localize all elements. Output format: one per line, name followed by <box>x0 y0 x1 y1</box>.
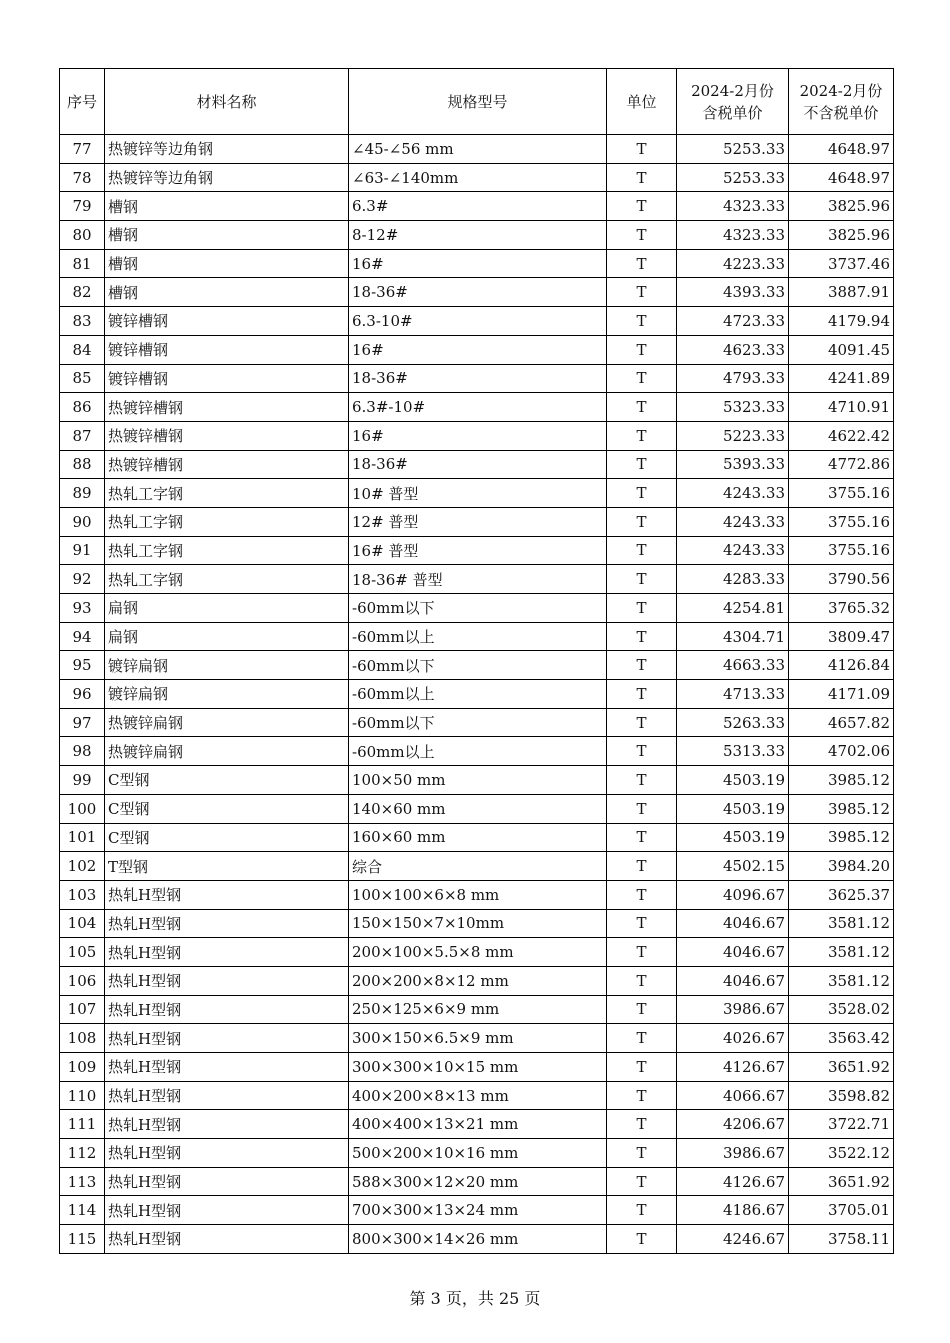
cell-price-with-tax: 4026.67 <box>677 1024 789 1053</box>
cell-unit: T <box>607 966 677 995</box>
table-row <box>60 565 894 594</box>
header-seq: 序号 <box>60 69 105 135</box>
cell-spec: 18-36# <box>349 450 607 479</box>
cell-spec: 16# <box>349 249 607 278</box>
table-row <box>60 823 894 852</box>
cell-unit: T <box>607 163 677 192</box>
table-row <box>60 680 894 709</box>
cell-seq: 96 <box>60 680 105 709</box>
cell-price-without-tax: 4710.91 <box>789 393 894 422</box>
cell-seq: 102 <box>60 852 105 881</box>
cell-spec: 6.3#-10# <box>349 393 607 422</box>
cell-price-without-tax: 3651.92 <box>789 1167 894 1196</box>
cell-price-with-tax: 5253.33 <box>677 135 789 164</box>
table-row <box>60 1196 894 1225</box>
cell-spec: ∠63-∠140mm <box>349 163 607 192</box>
cell-unit: T <box>607 1225 677 1254</box>
table-row <box>60 163 894 192</box>
cell-seq: 104 <box>60 909 105 938</box>
header-material-name: 材料名称 <box>105 69 349 135</box>
cell-unit: T <box>607 364 677 393</box>
cell-spec: 160×60 mm <box>349 823 607 852</box>
cell-unit: T <box>607 507 677 536</box>
cell-price-with-tax: 4223.33 <box>677 249 789 278</box>
cell-material-name: 槽钢 <box>105 221 349 250</box>
cell-seq: 99 <box>60 766 105 795</box>
cell-price-without-tax: 3825.96 <box>789 192 894 221</box>
cell-material-name: 热轧H型钢 <box>105 880 349 909</box>
header-price-without-tax-label: 不含税单价 <box>803 103 879 122</box>
cell-price-without-tax: 3755.16 <box>789 507 894 536</box>
cell-price-with-tax: 4793.33 <box>677 364 789 393</box>
cell-seq: 94 <box>60 622 105 651</box>
cell-price-without-tax: 4241.89 <box>789 364 894 393</box>
cell-unit: T <box>607 565 677 594</box>
cell-unit: T <box>607 622 677 651</box>
cell-price-without-tax: 3563.42 <box>789 1024 894 1053</box>
cell-unit: T <box>607 1139 677 1168</box>
cell-price-without-tax: 4171.09 <box>789 680 894 709</box>
table-row <box>60 307 894 336</box>
cell-material-name: 热镀锌等边角钢 <box>105 135 349 164</box>
cell-seq: 110 <box>60 1081 105 1110</box>
cell-material-name: 槽钢 <box>105 249 349 278</box>
table-header-row <box>60 69 894 135</box>
cell-seq: 106 <box>60 966 105 995</box>
cell-unit: T <box>607 1053 677 1082</box>
cell-spec: 800×300×14×26 mm <box>349 1225 607 1254</box>
cell-price-without-tax: 3528.02 <box>789 995 894 1024</box>
cell-material-name: 热轧H型钢 <box>105 1081 349 1110</box>
cell-price-without-tax: 3887.91 <box>789 278 894 307</box>
cell-material-name: 热轧H型钢 <box>105 995 349 1024</box>
cell-price-with-tax: 3986.67 <box>677 1139 789 1168</box>
cell-material-name: 槽钢 <box>105 278 349 307</box>
cell-unit: T <box>607 278 677 307</box>
table-row <box>60 995 894 1024</box>
cell-seq: 114 <box>60 1196 105 1225</box>
cell-price-with-tax: 4243.33 <box>677 507 789 536</box>
cell-price-with-tax: 4283.33 <box>677 565 789 594</box>
cell-seq: 81 <box>60 249 105 278</box>
header-unit: 单位 <box>607 69 677 135</box>
cell-unit: T <box>607 307 677 336</box>
cell-spec: 10# 普型 <box>349 479 607 508</box>
cell-seq: 100 <box>60 794 105 823</box>
cell-seq: 98 <box>60 737 105 766</box>
table-row <box>60 1110 894 1139</box>
table-row <box>60 651 894 680</box>
cell-unit: T <box>607 536 677 565</box>
cell-spec: 700×300×13×24 mm <box>349 1196 607 1225</box>
cell-unit: T <box>607 852 677 881</box>
cell-price-with-tax: 4126.67 <box>677 1053 789 1082</box>
cell-material-name: 热轧H型钢 <box>105 1167 349 1196</box>
cell-price-without-tax: 3985.12 <box>789 794 894 823</box>
cell-price-with-tax: 4243.33 <box>677 479 789 508</box>
table-row <box>60 335 894 364</box>
cell-unit: T <box>607 335 677 364</box>
cell-spec: 6.3# <box>349 192 607 221</box>
page-footer: 第 3 页，共 25 页 <box>409 1289 541 1308</box>
cell-price-without-tax: 3985.12 <box>789 823 894 852</box>
cell-material-name: 热镀锌槽钢 <box>105 450 349 479</box>
cell-material-name: 热轧H型钢 <box>105 1053 349 1082</box>
cell-price-without-tax: 4702.06 <box>789 737 894 766</box>
cell-seq: 86 <box>60 393 105 422</box>
cell-material-name: 热轧H型钢 <box>105 1110 349 1139</box>
cell-price-without-tax: 3790.56 <box>789 565 894 594</box>
cell-spec: 400×200×8×13 mm <box>349 1081 607 1110</box>
cell-price-with-tax: 4503.19 <box>677 823 789 852</box>
cell-unit: T <box>607 1167 677 1196</box>
cell-seq: 85 <box>60 364 105 393</box>
table-row <box>60 479 894 508</box>
cell-spec: 200×100×5.5×8 mm <box>349 938 607 967</box>
cell-price-with-tax: 4713.33 <box>677 680 789 709</box>
cell-unit: T <box>607 1196 677 1225</box>
cell-spec: 16# <box>349 335 607 364</box>
cell-spec: -60mm以上 <box>349 737 607 766</box>
cell-material-name: 热镀锌扁钢 <box>105 737 349 766</box>
cell-material-name: 热轧H型钢 <box>105 1196 349 1225</box>
header-price-without-tax <box>789 69 894 135</box>
cell-price-without-tax: 3581.12 <box>789 966 894 995</box>
table-row <box>60 450 894 479</box>
table-row <box>60 1081 894 1110</box>
cell-seq: 112 <box>60 1139 105 1168</box>
cell-price-without-tax: 3581.12 <box>789 909 894 938</box>
header-price-with-tax <box>677 69 789 135</box>
cell-spec: -60mm以下 <box>349 594 607 623</box>
cell-price-without-tax: 3625.37 <box>789 880 894 909</box>
header-price-with-tax-label: 含税单价 <box>702 103 763 122</box>
table-row <box>60 852 894 881</box>
cell-spec: 500×200×10×16 mm <box>349 1139 607 1168</box>
cell-material-name: T型钢 <box>105 852 349 881</box>
cell-price-with-tax: 4243.33 <box>677 536 789 565</box>
cell-price-with-tax: 4503.19 <box>677 794 789 823</box>
cell-unit: T <box>607 995 677 1024</box>
cell-seq: 83 <box>60 307 105 336</box>
cell-price-with-tax: 4126.67 <box>677 1167 789 1196</box>
cell-price-with-tax: 4502.15 <box>677 852 789 881</box>
cell-seq: 92 <box>60 565 105 594</box>
table-row <box>60 594 894 623</box>
cell-spec: 16# <box>349 421 607 450</box>
cell-spec: 300×150×6.5×9 mm <box>349 1024 607 1053</box>
cell-unit: T <box>607 221 677 250</box>
cell-price-without-tax: 4126.84 <box>789 651 894 680</box>
cell-spec: 140×60 mm <box>349 794 607 823</box>
cell-unit: T <box>607 249 677 278</box>
cell-unit: T <box>607 479 677 508</box>
cell-seq: 80 <box>60 221 105 250</box>
table-row <box>60 221 894 250</box>
cell-price-with-tax: 4623.33 <box>677 335 789 364</box>
cell-unit: T <box>607 823 677 852</box>
cell-material-name: 热轧H型钢 <box>105 909 349 938</box>
cell-price-with-tax: 4503.19 <box>677 766 789 795</box>
cell-price-without-tax: 3765.32 <box>789 594 894 623</box>
cell-price-without-tax: 4657.82 <box>789 708 894 737</box>
table-row <box>60 507 894 536</box>
cell-material-name: 镀锌扁钢 <box>105 680 349 709</box>
cell-material-name: 镀锌槽钢 <box>105 364 349 393</box>
cell-unit: T <box>607 393 677 422</box>
table-row <box>60 1167 894 1196</box>
cell-material-name: 热轧工字钢 <box>105 565 349 594</box>
cell-spec: 18-36# <box>349 278 607 307</box>
cell-material-name: 热镀锌槽钢 <box>105 421 349 450</box>
cell-price-with-tax: 4723.33 <box>677 307 789 336</box>
cell-seq: 95 <box>60 651 105 680</box>
cell-price-without-tax: 4772.86 <box>789 450 894 479</box>
cell-material-name: C型钢 <box>105 823 349 852</box>
cell-seq: 84 <box>60 335 105 364</box>
cell-material-name: 热轧工字钢 <box>105 536 349 565</box>
cell-price-with-tax: 4254.81 <box>677 594 789 623</box>
cell-price-with-tax: 3986.67 <box>677 995 789 1024</box>
cell-seq: 87 <box>60 421 105 450</box>
cell-unit: T <box>607 708 677 737</box>
cell-spec: 8-12# <box>349 221 607 250</box>
cell-spec: ∠45-∠56 mm <box>349 135 607 164</box>
table-row <box>60 1053 894 1082</box>
cell-seq: 88 <box>60 450 105 479</box>
header-price-without-tax-period: 2024-2月份 <box>799 81 883 100</box>
cell-spec: -60mm以下 <box>349 708 607 737</box>
cell-price-without-tax: 3825.96 <box>789 221 894 250</box>
cell-unit: T <box>607 450 677 479</box>
cell-seq: 105 <box>60 938 105 967</box>
cell-price-with-tax: 5393.33 <box>677 450 789 479</box>
table-row <box>60 794 894 823</box>
cell-unit: T <box>607 135 677 164</box>
cell-spec: 250×125×6×9 mm <box>349 995 607 1024</box>
cell-material-name: 槽钢 <box>105 192 349 221</box>
cell-material-name: 热轧H型钢 <box>105 938 349 967</box>
cell-seq: 111 <box>60 1110 105 1139</box>
table-row <box>60 1139 894 1168</box>
cell-material-name: 热镀锌槽钢 <box>105 393 349 422</box>
table-row <box>60 622 894 651</box>
cell-spec: 100×50 mm <box>349 766 607 795</box>
cell-unit: T <box>607 794 677 823</box>
table-row <box>60 536 894 565</box>
cell-material-name: 镀锌槽钢 <box>105 335 349 364</box>
cell-seq: 109 <box>60 1053 105 1082</box>
cell-spec: 18-36# <box>349 364 607 393</box>
cell-material-name: 扁钢 <box>105 594 349 623</box>
cell-unit: T <box>607 594 677 623</box>
cell-material-name: 镀锌槽钢 <box>105 307 349 336</box>
cell-spec: 150×150×7×10mm <box>349 909 607 938</box>
cell-price-without-tax: 3522.12 <box>789 1139 894 1168</box>
cell-seq: 90 <box>60 507 105 536</box>
cell-price-without-tax: 3755.16 <box>789 536 894 565</box>
table-row <box>60 421 894 450</box>
cell-price-with-tax: 4096.67 <box>677 880 789 909</box>
cell-material-name: 热轧工字钢 <box>105 479 349 508</box>
cell-price-with-tax: 5323.33 <box>677 393 789 422</box>
table-row <box>60 766 894 795</box>
cell-price-with-tax: 5313.33 <box>677 737 789 766</box>
cell-spec: 16# 普型 <box>349 536 607 565</box>
cell-unit: T <box>607 1110 677 1139</box>
table-body <box>60 135 894 1254</box>
table-row <box>60 737 894 766</box>
cell-seq: 93 <box>60 594 105 623</box>
table-row <box>60 135 894 164</box>
cell-price-with-tax: 4046.67 <box>677 966 789 995</box>
cell-spec: -60mm以上 <box>349 622 607 651</box>
cell-material-name: 热轧H型钢 <box>105 1024 349 1053</box>
cell-spec: -60mm以上 <box>349 680 607 709</box>
cell-spec: 200×200×8×12 mm <box>349 966 607 995</box>
cell-price-with-tax: 4206.67 <box>677 1110 789 1139</box>
cell-unit: T <box>607 880 677 909</box>
cell-seq: 101 <box>60 823 105 852</box>
cell-spec: 100×100×6×8 mm <box>349 880 607 909</box>
cell-price-without-tax: 3705.01 <box>789 1196 894 1225</box>
cell-seq: 78 <box>60 163 105 192</box>
cell-material-name: C型钢 <box>105 794 349 823</box>
cell-price-without-tax: 4648.97 <box>789 163 894 192</box>
cell-price-without-tax: 3984.20 <box>789 852 894 881</box>
cell-spec: -60mm以下 <box>349 651 607 680</box>
cell-price-without-tax: 3985.12 <box>789 766 894 795</box>
cell-seq: 89 <box>60 479 105 508</box>
cell-material-name: 热轧H型钢 <box>105 966 349 995</box>
table-row <box>60 966 894 995</box>
cell-material-name: 热轧工字钢 <box>105 507 349 536</box>
cell-unit: T <box>607 680 677 709</box>
cell-spec: 18-36# 普型 <box>349 565 607 594</box>
cell-price-without-tax: 3651.92 <box>789 1053 894 1082</box>
table-row <box>60 1225 894 1254</box>
cell-seq: 91 <box>60 536 105 565</box>
table-row <box>60 249 894 278</box>
cell-spec: 588×300×12×20 mm <box>349 1167 607 1196</box>
cell-price-with-tax: 4663.33 <box>677 651 789 680</box>
cell-price-without-tax: 4091.45 <box>789 335 894 364</box>
table-row <box>60 393 894 422</box>
cell-price-without-tax: 3737.46 <box>789 249 894 278</box>
material-price-table <box>59 68 894 1254</box>
table-row <box>60 880 894 909</box>
cell-price-with-tax: 4046.67 <box>677 909 789 938</box>
cell-seq: 97 <box>60 708 105 737</box>
cell-seq: 115 <box>60 1225 105 1254</box>
cell-material-name: 扁钢 <box>105 622 349 651</box>
cell-material-name: 镀锌扁钢 <box>105 651 349 680</box>
header-price-with-tax-period: 2024-2月份 <box>691 81 774 100</box>
cell-seq: 79 <box>60 192 105 221</box>
cell-unit: T <box>607 651 677 680</box>
cell-price-with-tax: 4046.67 <box>677 938 789 967</box>
cell-material-name: C型钢 <box>105 766 349 795</box>
cell-price-with-tax: 4066.67 <box>677 1081 789 1110</box>
cell-seq: 77 <box>60 135 105 164</box>
cell-spec: 400×400×13×21 mm <box>349 1110 607 1139</box>
cell-spec: 6.3-10# <box>349 307 607 336</box>
cell-price-with-tax: 4323.33 <box>677 192 789 221</box>
cell-unit: T <box>607 737 677 766</box>
cell-price-without-tax: 3758.11 <box>789 1225 894 1254</box>
cell-unit: T <box>607 938 677 967</box>
table-row <box>60 938 894 967</box>
cell-price-with-tax: 4246.67 <box>677 1225 789 1254</box>
cell-spec: 综合 <box>349 852 607 881</box>
cell-price-without-tax: 3809.47 <box>789 622 894 651</box>
cell-price-with-tax: 5223.33 <box>677 421 789 450</box>
cell-price-without-tax: 4622.42 <box>789 421 894 450</box>
cell-price-without-tax: 3581.12 <box>789 938 894 967</box>
cell-material-name: 热镀锌等边角钢 <box>105 163 349 192</box>
cell-price-without-tax: 3598.82 <box>789 1081 894 1110</box>
cell-seq: 108 <box>60 1024 105 1053</box>
cell-seq: 113 <box>60 1167 105 1196</box>
cell-price-with-tax: 4323.33 <box>677 221 789 250</box>
table-row <box>60 909 894 938</box>
cell-price-with-tax: 4393.33 <box>677 278 789 307</box>
cell-price-with-tax: 5253.33 <box>677 163 789 192</box>
cell-unit: T <box>607 766 677 795</box>
cell-seq: 82 <box>60 278 105 307</box>
cell-unit: T <box>607 1024 677 1053</box>
cell-unit: T <box>607 1081 677 1110</box>
cell-unit: T <box>607 192 677 221</box>
cell-seq: 107 <box>60 995 105 1024</box>
header-spec: 规格型号 <box>349 69 607 135</box>
cell-price-without-tax: 4179.94 <box>789 307 894 336</box>
cell-price-without-tax: 3755.16 <box>789 479 894 508</box>
cell-price-without-tax: 4648.97 <box>789 135 894 164</box>
cell-price-with-tax: 5263.33 <box>677 708 789 737</box>
cell-spec: 12# 普型 <box>349 507 607 536</box>
table-row <box>60 364 894 393</box>
cell-material-name: 热轧H型钢 <box>105 1225 349 1254</box>
cell-material-name: 热轧H型钢 <box>105 1139 349 1168</box>
cell-spec: 300×300×10×15 mm <box>349 1053 607 1082</box>
cell-price-with-tax: 4186.67 <box>677 1196 789 1225</box>
cell-seq: 103 <box>60 880 105 909</box>
cell-price-with-tax: 4304.71 <box>677 622 789 651</box>
cell-price-without-tax: 3722.71 <box>789 1110 894 1139</box>
cell-unit: T <box>607 421 677 450</box>
table-row <box>60 1024 894 1053</box>
table-row <box>60 192 894 221</box>
cell-unit: T <box>607 909 677 938</box>
table-row <box>60 708 894 737</box>
cell-material-name: 热镀锌扁钢 <box>105 708 349 737</box>
table-row <box>60 278 894 307</box>
